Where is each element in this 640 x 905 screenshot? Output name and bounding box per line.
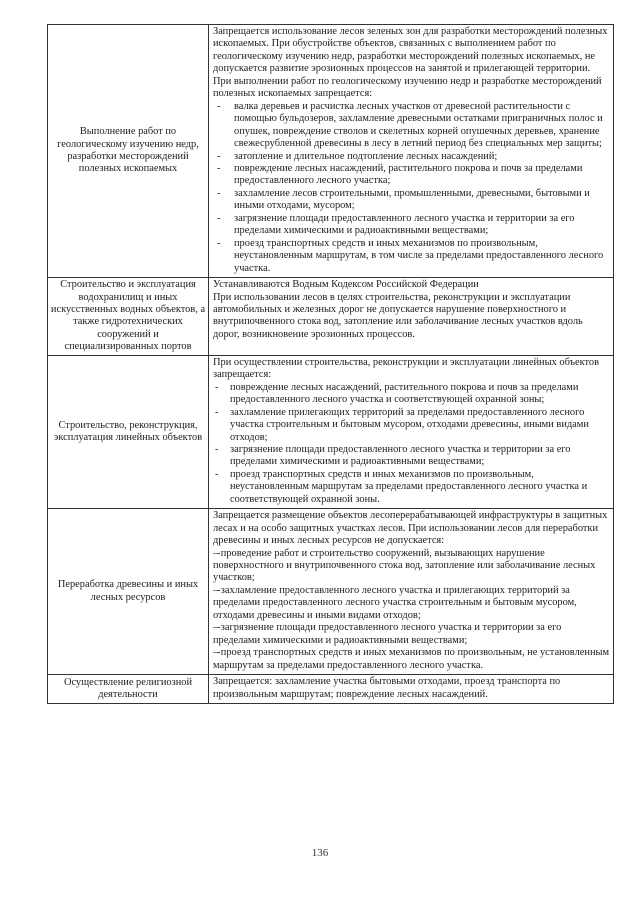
table-row	[48, 278, 614, 356]
activity-cell: Осуществление религиозной деятельности	[48, 675, 209, 704]
paragraph: При использовании лесов в целях строительства, реконструкции и эксплуатации автомобильных и железных дорог не допускается нарушение поверхностного и внутрипочвенного стока вод, затопление или заболачивание лесных участков вдоль дорог, возникновение эрозионных процессов.	[213, 291, 583, 340]
requirements-list	[213, 548, 610, 673]
list-item: - загрязнение площади предоставленного лесного участка и территории за его пределами химическими и радиоактивными веществами;	[213, 213, 610, 238]
requirements-cell	[209, 25, 614, 278]
list-item: - захламление лесов строительными, промышленными, древесными, бытовыми и иными отходами, мусором;	[213, 188, 610, 213]
paragraph: При осуществлении строительства, реконструкции и эксплуатации линейных объектов запрещается:	[213, 356, 599, 381]
activity-cell: Переработка древесины и иных лесных ресурсов	[48, 509, 209, 675]
list-item: - повреждение лесных насаждений, растительного покрова и почв за пределами предоставленного лесного участка;	[213, 163, 610, 188]
paragraph: Запрещается размещение объектов лесоперерабатывающей инфраструктуры в защитных лесах и на особо защитных участках лесов. При использовании лесов для переработки древесины и иных лесных ресурсов не допускается:	[213, 510, 608, 547]
list-item: - затопление и длительное подтопление лесных насаждений;	[213, 151, 610, 163]
requirements-list	[213, 101, 610, 275]
list-item: - захламление прилегающих территорий за пределами предоставленного лесного участка строительным и бытовым мусором, отходами древесины, иными видами отходов;	[213, 407, 610, 444]
requirements-cell	[209, 675, 614, 704]
restrictions-table	[47, 24, 614, 704]
list-item: - загрязнение площади предоставленного лесного участка и территории за его пределами химическими и радиоактивными веществами;	[213, 444, 610, 469]
list-item: - – проезд транспортных средств и иных механизмов по произвольным, не установленным маршрутам за пределами предоставленного лесного участка.	[213, 647, 610, 672]
table-row	[48, 355, 614, 508]
table-row	[48, 25, 614, 278]
requirements-cell	[209, 509, 614, 675]
activity-cell: Строительство, реконструкция, эксплуатация линейных объектов	[48, 355, 209, 508]
page-number: 136	[311, 847, 329, 859]
list-item: - повреждение лесных насаждений, растительного покрова и почв за пределами предоставленного лесного участка и соответствующей охранной зоны;	[213, 382, 610, 407]
table-row	[48, 675, 614, 704]
list-item: - проезд транспортных средств и иных механизмов по произвольным, неустановленным маршрутам за пределами предоставленного лесного участка и соответствующей охранной зоны.	[213, 469, 610, 506]
requirements-cell	[209, 278, 614, 356]
list-item: - – загрязнение площади предоставленного лесного участка и территории за его пределами химическими и радиоактивными веществами;	[213, 622, 610, 647]
paragraph: Запрещается: захламление участка бытовыми отходами, проезд транспорта по произвольным маршрутам; повреждение лесных насаждений.	[213, 676, 561, 700]
requirements-cell	[209, 355, 614, 508]
list-item: - проезд транспортных средств и иных механизмов по произвольным, неустановленным маршрутам, в том числе за пределами предоставленного лесного участка.	[213, 238, 610, 275]
list-item: - – проведение работ и строительство сооружений, вызывающих нарушение поверхностного и внутрипочвенного стока вод, затопление или заболачивание лесных участков;	[213, 548, 610, 585]
list-item: - – захламление предоставленного лесного участка и прилегающих территорий за пределами предоставленного лесного участка строительным и бытовым мусором, отходами древесины и иными видами отходов;	[213, 585, 610, 622]
paragraph: Запрещается использование лесов зеленых зон для разработки месторождений полезных ископаемых. При обустройстве объектов, связанных с выполнением работ по геологическому изучению недр, разработки месторождений полезных ископаемых, не допускается развитие эрозионных процессов на занятой и прилегающей территории. При выполнении работ по геологическому изучению недр и разработке месторождений полезных ископаемых запрещается:	[213, 26, 608, 100]
paragraph: Устанавливаются Водным Кодексом Российской Федерации	[213, 279, 479, 291]
table-row	[48, 509, 614, 675]
requirements-list	[213, 382, 610, 507]
activity-cell: Выполнение работ по геологическому изучению недр, разработки месторождений полезных ископаемых	[48, 25, 209, 278]
list-item: - валка деревьев и расчистка лесных участков от древесной растительности с помощью бульдозеров, захламление древесными остатками приграничных полос и опушек, повреждение стволов и скелетных корней опушечных деревьев, хранение свежесрубленной древесины в лесу в летний период без специальных мер защиты;	[213, 101, 610, 151]
activity-cell: Строительство и эксплуатация водохранилищ и иных искусственных водных объектов, а также гидротехнических сооружений и специализированных портов	[48, 278, 209, 356]
